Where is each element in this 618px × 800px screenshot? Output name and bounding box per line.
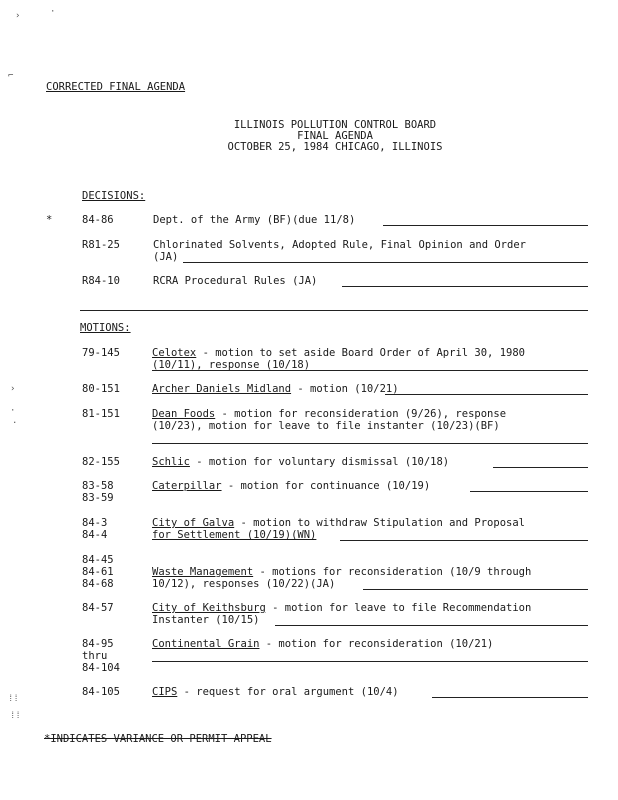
party-name: Schlic <box>152 456 190 468</box>
motion-rule <box>152 443 588 444</box>
decision-text: RCRA Procedural Rules (JA) <box>153 275 318 287</box>
motion-number: 79-145 <box>82 347 120 359</box>
motion-number: 80-151 <box>82 383 120 395</box>
scan-speck: ⌐ <box>8 71 14 81</box>
party-name: City of Keithsburg <box>152 602 266 614</box>
motion-description: - motion for reconsideration (10/21) <box>259 638 494 650</box>
motion-text <box>152 638 493 650</box>
motion-description: - request for oral argument (10/4) <box>177 686 399 698</box>
party-name: Waste Management <box>152 566 254 578</box>
motion-rule <box>275 625 588 626</box>
motion-number: 81-151 <box>82 408 120 420</box>
motion-text <box>152 408 506 420</box>
motion-number: 83-59 <box>82 492 114 504</box>
motion-number: 82-155 <box>82 456 120 468</box>
motion-text <box>152 686 399 698</box>
motion-description: - motion for voluntary dismissal (10/18) <box>189 456 450 468</box>
party-name: Continental Grain <box>152 638 260 650</box>
motion-rule <box>470 491 588 492</box>
motion-description: - motion to set aside Board Order of April 30, 1980 <box>196 347 525 359</box>
motion-rule <box>493 467 588 468</box>
decision-number: R84-10 <box>82 275 120 287</box>
motion-description: - motions for reconsideration (10/9 through <box>253 566 532 578</box>
motion-number: 84-57 <box>82 602 114 614</box>
decision-rule <box>342 286 588 287</box>
decision-rule <box>383 225 588 226</box>
party-name: Caterpillar <box>152 480 222 492</box>
agenda-title: FINAL AGENDA <box>297 130 373 142</box>
motion-description: - motion (10/21) <box>291 383 399 395</box>
scan-speck: · <box>10 406 16 416</box>
motion-number: 84-4 <box>82 529 108 541</box>
decision-rule <box>183 262 588 263</box>
motion-description: - motion for continuance (10/19) <box>221 480 431 492</box>
motion-text-continued: (10/11), response (10/18) <box>152 359 311 371</box>
date-location: OCTOBER 25, 1984 CHICAGO, ILLINOIS <box>227 141 443 153</box>
motion-description: - motion to withdraw Stipulation and Proposal <box>234 517 525 529</box>
motion-rule <box>152 370 588 371</box>
motion-number: 84-95 <box>82 638 114 650</box>
board-name: ILLINOIS POLLUTION CONTROL BOARD <box>233 119 437 131</box>
decision-text: Chlorinated Solvents, Adopted Rule, Final Opinion and Order <box>153 239 526 251</box>
motion-description: - motion for leave to file Recommendation <box>265 602 532 614</box>
motion-number: 84-45 <box>82 554 114 566</box>
motion-rule <box>363 589 588 590</box>
scan-speck: . <box>12 416 18 426</box>
motion-text <box>152 480 430 492</box>
party-name: Celotex <box>152 347 197 359</box>
motion-text <box>152 517 525 529</box>
decision-number: R81-25 <box>82 239 120 251</box>
motion-rule <box>340 540 588 541</box>
footer-note: *INDICATES VARIANCE OR PERMIT APPEAL <box>44 733 272 745</box>
motion-text <box>152 456 449 468</box>
motion-text-continued: 10/12), responses (10/22)(JA) <box>152 578 336 590</box>
motion-text-continued: (10/23), motion for leave to file instanter (10/23)(BF) <box>152 420 500 432</box>
motion-text <box>152 347 525 359</box>
motion-number: 84-105 <box>82 686 120 698</box>
motion-number: 84-104 <box>82 662 120 674</box>
scan-speck: › <box>10 384 16 394</box>
scan-speck: · <box>50 7 56 17</box>
motion-number: 84-68 <box>82 578 114 590</box>
decision-number: 84-86 <box>82 214 114 226</box>
decisions-heading: DECISIONS: <box>82 190 146 202</box>
motion-text <box>152 383 399 395</box>
motion-text <box>152 566 531 578</box>
motion-text <box>152 602 531 614</box>
motion-text-continued: for Settlement (10/19)(WN) <box>152 529 317 541</box>
motion-number: thru <box>82 650 108 662</box>
motion-description: - motion for reconsideration (9/26), response <box>215 408 507 420</box>
decision-text-continued: (JA) <box>153 251 179 263</box>
motion-rule <box>385 394 588 395</box>
motion-rule <box>432 697 588 698</box>
motion-number: 83-58 <box>82 480 114 492</box>
motion-number: 84-3 <box>82 517 108 529</box>
motion-text-continued: Instanter (10/15) <box>152 614 260 626</box>
motion-rule <box>152 661 588 662</box>
decision-text: Dept. of the Army (BF)(due 11/8) <box>153 214 356 226</box>
section-divider <box>80 310 588 311</box>
corrected-final-agenda-label: CORRECTED FINAL AGENDA <box>46 81 186 93</box>
party-name: Dean Foods <box>152 408 216 420</box>
party-name: CIPS <box>152 686 178 698</box>
motions-heading: MOTIONS: <box>80 322 131 334</box>
party-name: City of Galva <box>152 517 235 529</box>
scan-speck: ⁞⁞ <box>10 711 21 721</box>
motion-number: 84-61 <box>82 566 114 578</box>
scan-speck: › <box>15 11 21 21</box>
party-name: Archer Daniels Midland <box>152 383 292 395</box>
variance-star: * <box>46 214 53 226</box>
scan-speck: ⁞⁞ <box>8 694 19 704</box>
